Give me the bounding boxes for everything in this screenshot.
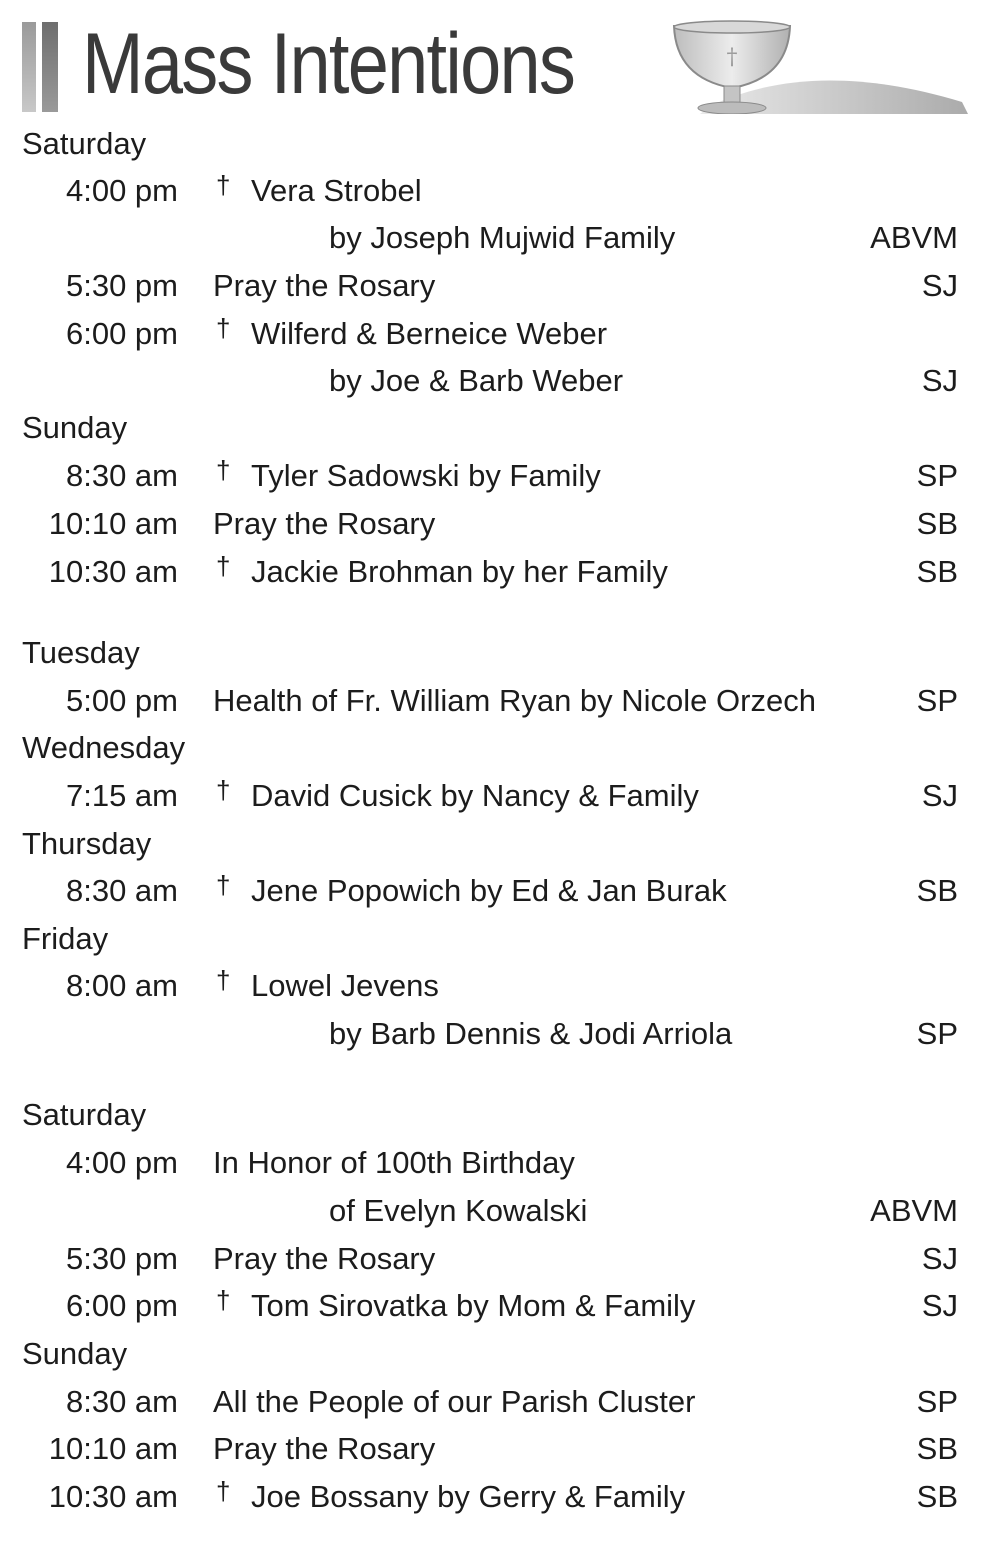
header-banner — [22, 18, 962, 114]
church-code: SB — [916, 1479, 958, 1514]
intention-row — [0, 1139, 984, 1187]
intention-row — [0, 772, 984, 820]
intention-continuation-row — [0, 214, 984, 262]
chalice-icon — [650, 18, 968, 114]
intention-text: Jene Popowich by Ed & Jan Burak — [251, 873, 727, 908]
intention-continuation-row — [0, 357, 984, 405]
intention-row — [0, 500, 984, 548]
church-code: SJ — [921, 268, 958, 303]
day-heading: Saturday — [22, 126, 147, 161]
church-code: SB — [916, 554, 958, 589]
intention-text: All the People of our Parish Cluster — [213, 1384, 696, 1419]
mass-time: 4:00 pm — [65, 1145, 178, 1180]
mass-time: 4:00 pm — [65, 173, 178, 208]
intention-text: Lowel Jevens — [251, 968, 439, 1003]
mass-time: 5:30 pm — [65, 1241, 178, 1276]
mass-time: 7:15 am — [65, 778, 178, 813]
intention-row — [0, 310, 984, 358]
intention-row — [0, 452, 984, 500]
intention-row — [0, 1378, 984, 1426]
church-code: SB — [916, 873, 958, 908]
church-code: SP — [916, 1016, 958, 1051]
intention-donor-text: of Evelyn Kowalski — [329, 1193, 588, 1228]
intention-donor-text: by Joseph Mujwid Family — [329, 220, 676, 255]
intention-text: Pray the Rosary — [213, 268, 436, 303]
mass-time: 8:30 am — [65, 1384, 178, 1419]
day-heading: Tuesday — [22, 635, 140, 670]
intention-text: Health of Fr. William Ryan by Nicole Orzech — [213, 683, 816, 718]
intention-text: Joe Bossany by Gerry & Family — [251, 1479, 686, 1514]
day-heading: Friday — [22, 921, 109, 956]
church-code: SP — [916, 458, 958, 493]
intention-text: Pray the Rosary — [213, 1241, 436, 1276]
mass-time: 10:10 am — [48, 1431, 178, 1466]
deceased-cross-icon: † — [216, 170, 231, 200]
day-heading-row — [0, 1330, 984, 1378]
intention-row — [0, 677, 984, 725]
intention-donor-text: by Barb Dennis & Jodi Arriola — [329, 1016, 733, 1051]
day-heading: Sunday — [22, 410, 128, 445]
day-heading-row — [0, 1091, 984, 1139]
intention-row — [0, 962, 984, 1010]
intention-row — [0, 1425, 984, 1473]
deceased-cross-icon: † — [216, 313, 231, 343]
intention-row — [0, 262, 984, 310]
day-heading: Thursday — [22, 826, 152, 861]
intention-continuation-row — [0, 1187, 984, 1235]
mass-time: 10:10 am — [48, 506, 178, 541]
deceased-cross-icon: † — [216, 455, 231, 485]
intention-text: Pray the Rosary — [213, 506, 436, 541]
deceased-cross-icon: † — [216, 775, 231, 805]
intention-text: Tom Sirovatka by Mom & Family — [251, 1288, 696, 1323]
mass-time: 10:30 am — [48, 554, 178, 589]
header-bars-decoration — [22, 22, 62, 112]
mass-time: 6:00 pm — [65, 1288, 178, 1323]
day-heading-row — [0, 404, 984, 452]
intention-row — [0, 1473, 984, 1521]
intention-row — [0, 1235, 984, 1283]
church-code: ABVM — [870, 1193, 958, 1228]
deceased-cross-icon: † — [216, 870, 231, 900]
deceased-cross-icon: † — [216, 1285, 231, 1315]
intention-continuation-row — [0, 1010, 984, 1058]
intention-text: Vera Strobel — [251, 173, 422, 208]
intention-row — [0, 167, 984, 215]
intention-row — [0, 1282, 984, 1330]
mass-time: 8:30 am — [65, 873, 178, 908]
svg-text:†: † — [726, 45, 738, 70]
intention-row — [0, 548, 984, 596]
page-title: Mass Intentions — [82, 16, 575, 112]
church-code: SP — [916, 1384, 958, 1419]
church-code: SJ — [921, 778, 958, 813]
intention-text: David Cusick by Nancy & Family — [251, 778, 699, 813]
day-heading-row — [0, 724, 984, 772]
day-heading: Sunday — [22, 1336, 128, 1371]
day-heading-row — [0, 915, 984, 963]
day-heading: Saturday — [22, 1097, 147, 1132]
intention-text: Pray the Rosary — [213, 1431, 436, 1466]
intention-text: In Honor of 100th Birthday — [213, 1145, 575, 1180]
day-heading: Wednesday — [22, 730, 186, 765]
church-code: SP — [916, 683, 958, 718]
day-heading-row — [0, 820, 984, 868]
deceased-cross-icon: † — [216, 551, 231, 581]
church-code: SB — [916, 506, 958, 541]
mass-time: 8:00 am — [65, 968, 178, 1003]
church-code: SJ — [921, 1288, 958, 1323]
deceased-cross-icon: † — [216, 965, 231, 995]
deceased-cross-icon: † — [216, 1476, 231, 1506]
mass-time: 10:30 am — [48, 1479, 178, 1514]
intention-text: Wilferd & Berneice Weber — [251, 316, 608, 351]
church-code: SJ — [921, 363, 958, 398]
mass-time: 5:30 pm — [65, 268, 178, 303]
church-code: SJ — [921, 1241, 958, 1276]
church-code: ABVM — [870, 220, 958, 255]
mass-time: 8:30 am — [65, 458, 178, 493]
intention-donor-text: by Joe & Barb Weber — [329, 363, 624, 398]
intention-text: Jackie Brohman by her Family — [251, 554, 668, 589]
mass-time: 6:00 pm — [65, 316, 178, 351]
day-heading-row — [0, 629, 984, 677]
mass-time: 5:00 pm — [65, 683, 178, 718]
intention-text: Tyler Sadowski by Family — [251, 458, 601, 493]
church-code: SB — [916, 1431, 958, 1466]
day-heading-row — [0, 120, 984, 168]
intention-row — [0, 867, 984, 915]
